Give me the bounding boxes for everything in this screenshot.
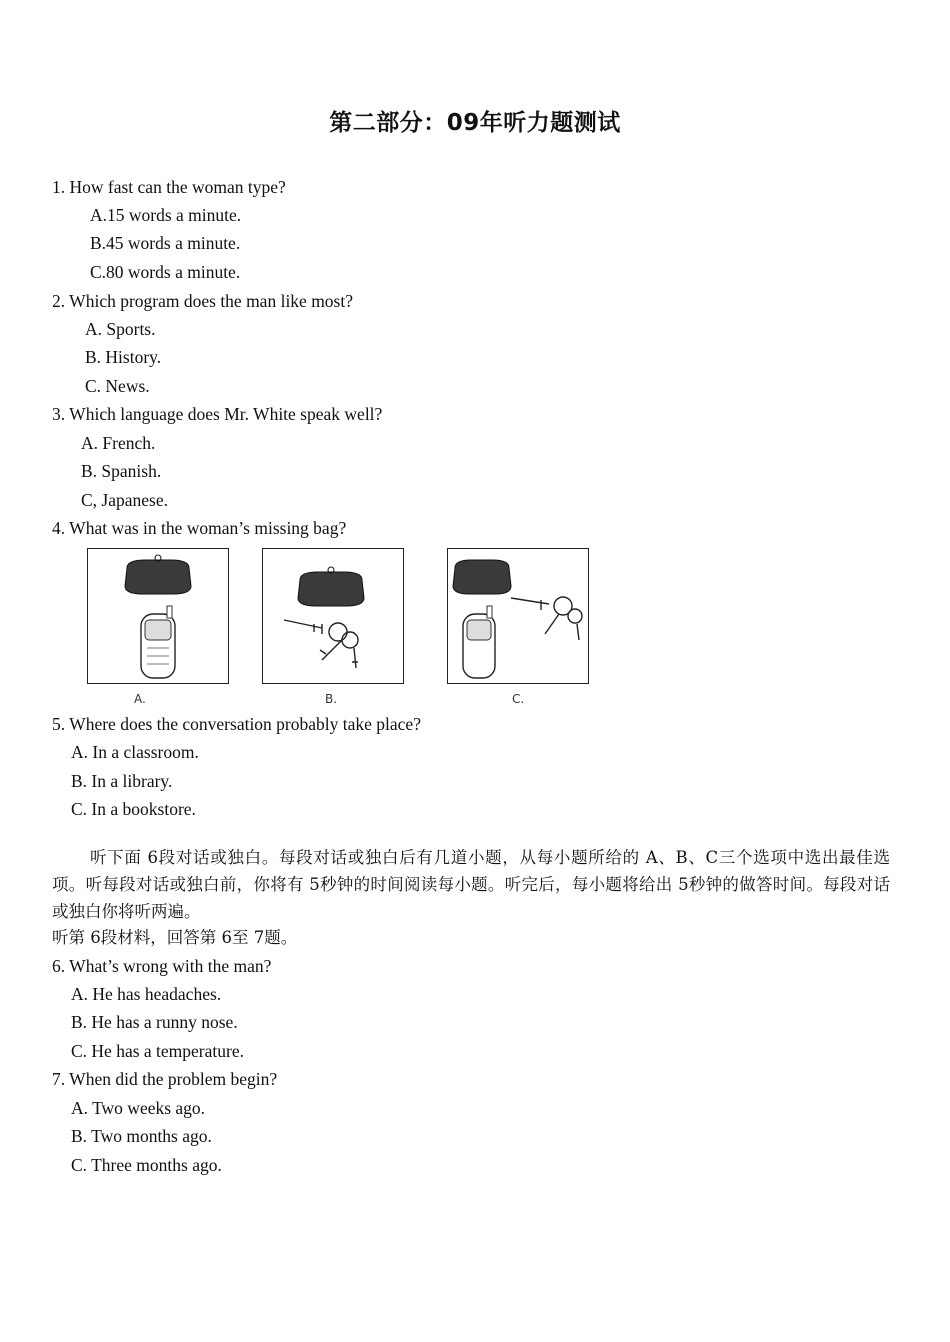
question-3-option-b: B. Spanish. [81, 461, 162, 481]
question-4-stem: 4. What was in the woman’s missing bag? [52, 518, 347, 538]
question-3-option-c: C, Japanese. [81, 490, 168, 510]
purse-icon [298, 567, 364, 606]
picture-c [447, 548, 589, 684]
question-3-option-a: A. French. [81, 433, 156, 453]
picture-c-label: C. [512, 692, 525, 706]
question-1-stem: 1. How fast can the woman type? [52, 177, 286, 197]
question-1-option-b: B.45 words a minute. [90, 233, 241, 253]
picture-a-label: A. [134, 692, 146, 706]
question-6-option-c: C. He has a temperature. [71, 1041, 244, 1061]
question-3-stem: 3. Which language does Mr. White speak well? [52, 404, 383, 424]
picture-b-label: B. [325, 692, 338, 706]
question-2-option-c: C. News. [85, 376, 150, 396]
purse-icon [125, 555, 191, 594]
page-title: 第二部分：09年听力题测试 [329, 110, 621, 136]
question-7-option-a: A. Two weeks ago. [71, 1098, 206, 1118]
section-note: 听第 6段材料，回答第 6至 7题。 [52, 928, 298, 947]
question-5-option-b: B. In a library. [71, 771, 173, 791]
question-6-option-a: A. He has headaches. [71, 984, 222, 1004]
question-7-option-c: C. Three months ago. [71, 1155, 222, 1175]
question-1-option-c: C.80 words a minute. [90, 262, 241, 282]
question-2-stem: 2. Which program does the man like most? [52, 291, 353, 311]
purse-icon [453, 560, 511, 594]
picture-a [87, 548, 229, 684]
question-7-stem: 7. When did the problem begin? [52, 1069, 278, 1089]
question-7-option-b: B. Two months ago. [71, 1126, 212, 1146]
question-1-option-a: A.15 words a minute. [90, 205, 242, 225]
question-5-option-c: C. In a bookstore. [71, 799, 196, 819]
question-6-stem: 6. What’s wrong with the man? [52, 956, 272, 976]
picture-b [262, 548, 404, 684]
mobile-phone-icon [463, 606, 495, 678]
instructions-paragraph: 听下面 6段对话或独白。每段对话或独白后有几道小题，从每小题所给的 A、B、C三个选项中选出最佳选项。听每段对话或独白前，你将有 5秒钟的时间阅读每小题。听完后，每小题将给出 5秒钟的做答时间。每段对话或独白你将听两遍。 [52, 848, 890, 921]
question-5-option-a: A. In a classroom. [71, 742, 199, 762]
question-2-option-b: B. History. [85, 347, 162, 367]
question-5-stem: 5. Where does the conversation probably take place? [52, 714, 421, 734]
question-2-option-a: A. Sports. [85, 319, 156, 339]
question-6-option-b: B. He has a runny nose. [71, 1012, 238, 1032]
mobile-phone-icon [141, 606, 175, 678]
